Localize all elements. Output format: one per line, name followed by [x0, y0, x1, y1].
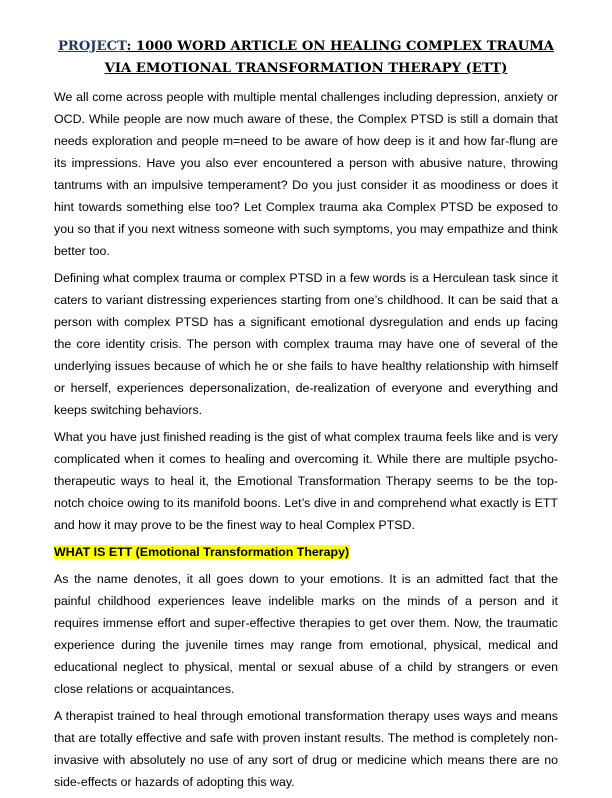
paragraph-ett-emotions: As the name denotes, it all goes down to your emotions. It is an admitted fact that the painful childhood experiences leave indelible marks on the minds of a person and it requires immense effort and super-effective therapies to get over them. Now, the traumatic experience during the juvenile times may range from emotional, physical, medical and educational neglect to physical, mental or sexual abuse of a child by strangers or even close relations or acquaintances.: [54, 572, 558, 696]
paragraph-intro: We all come across people with multiple mental challenges including depression, anxiety or OCD. While people are now much aware of these, the Complex PTSD is still a domain that needs exploration and people m=need to be aware of how deep is it and how far-flung are its impressions. Have you also ever encountered a person with abusive nature, throwing tantrums with an impulsive temperament? Do you just consider it as moodiness or does it hint towards something else too? Let Complex trauma aka Complex PTSD be exposed to you so that if you next witness someone with such symptoms, you may empathize and think better too.: [54, 90, 558, 258]
paragraph-ett-therapist: A therapist trained to heal through emotional transformation therapy uses ways and means that are totally effective and safe with proven instant results. The method is completely non-invasive with absolutely no use of any sort of drug or medicine which means there are no side-effects or hazards of adopting this way.: [54, 709, 558, 789]
project-label: PROJECT: [57, 39, 127, 54]
section-heading: [54, 541, 558, 563]
document-title: [54, 36, 558, 80]
paragraph-gist: What you have just finished reading is the gist of what complex trauma feels like and is very complicated when it comes to healing and overcoming it. While there are multiple psycho-therapeutic ways to heal it, the Emotional Transformation Therapy seems to be the top-notch choice owing to its manifold boons. Let’s dive in and comprehend what exactly is ETT and how it may prove to be the finest way to heal Complex PTSD.: [54, 430, 558, 532]
paragraph-definition: Defining what complex trauma or complex PTSD in a few words is a Herculean task since it caters to variant distressing experiences starting from one’s childhood. It can be said that a person with complex PTSD has a significant emotional dysregulation and ends up facing the core identity crisis. The person with complex trauma may have one of several of the underlying issues because of which he or she fails to have healthy relationship with himself or herself, experiences depersonalization, de-realization of everyone and everything and keeps switching behaviors.: [54, 271, 558, 417]
title-text: : 1000 WORD ARTICLE ON HEALING COMPLEX TRAUMA VIA EMOTIONAL TRANSFORMATION THERAPY (ETT): [104, 39, 555, 76]
section-heading-text: WHAT IS ETT (Emotional Transformation Therapy): [54, 545, 350, 559]
document-page: [54, 36, 558, 798]
